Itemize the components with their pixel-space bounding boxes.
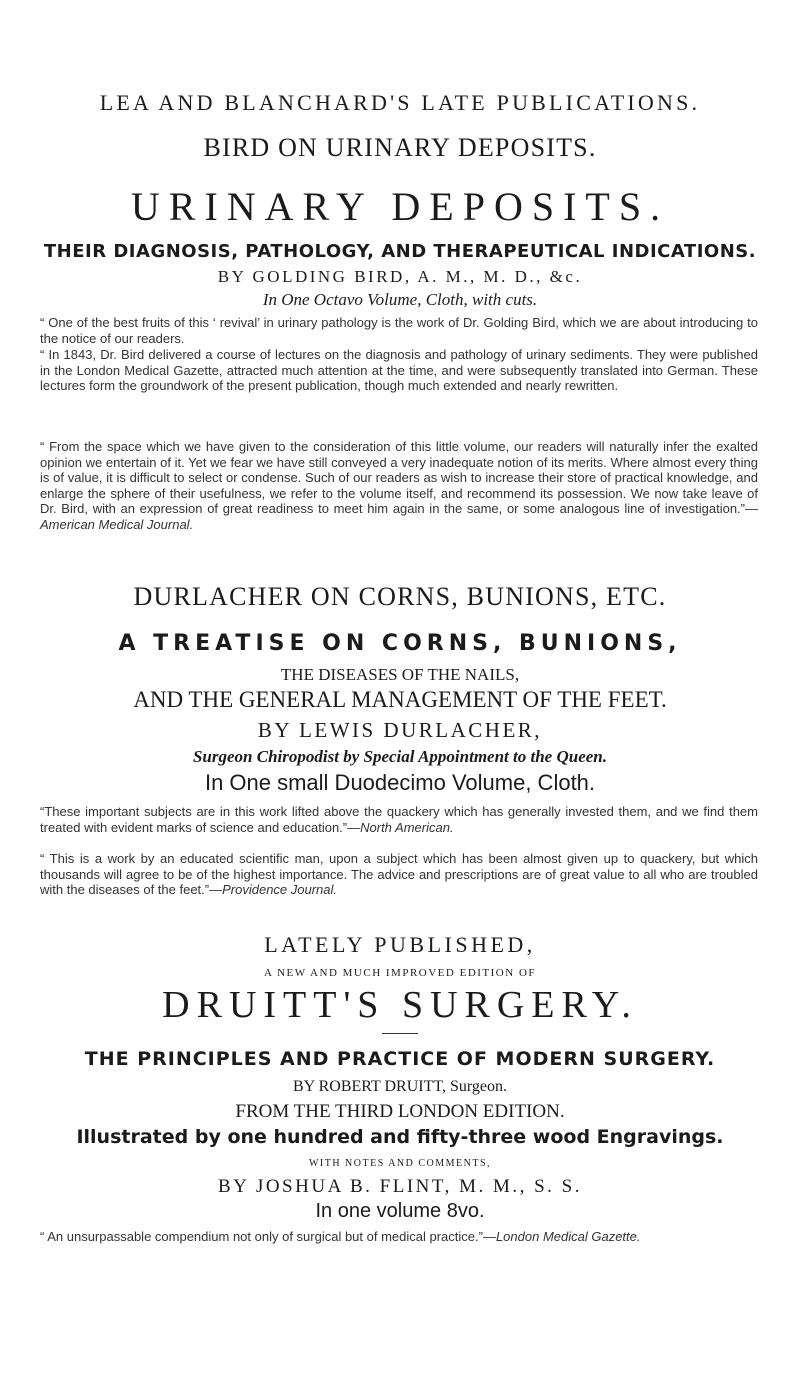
druitt-author: BY ROBERT DRUITT, Surgeon.	[292, 1078, 507, 1095]
review-text: “ In 1843, Dr. Bird delivered a course of lectures on the diagnosis and pathology of urinary sediments. They were published in the London Medical Gazette, attracted much attention at the time, and were subsequently translated into German. These lectures form the groundwork of the present publication, though much extended and nearly rewritten.	[40, 347, 758, 393]
durlacher-section-title: DURLACHER ON CORNS, BUNIONS, ETC.	[133, 582, 667, 611]
bird-section-title: BIRD ON URINARY DEPOSITS.	[203, 133, 597, 162]
review-paragraph	[40, 851, 758, 898]
druitt-lately-published: LATELY PUBLISHED,	[264, 932, 536, 957]
page-header: LEA AND BLANCHARD'S LATE PUBLICATIONS.	[99, 90, 701, 115]
bird-subtitle: THEIR DIAGNOSIS, PATHOLOGY, AND THERAPEUTICAL INDICATIONS.	[43, 241, 757, 262]
druitt-edition-note: A NEW AND MUCH IMPROVED EDITION OF	[263, 967, 537, 979]
review-text: “These important subjects are in this work lifted above the quackery which has generally invested them, and we find them treated with evident marks of science and education.”—	[40, 804, 758, 835]
druitt-notes-line: WITH NOTES AND COMMENTS,	[308, 1158, 492, 1169]
review-source: American Medical Journal.	[40, 516, 194, 532]
review-source: London Medical Gazette.	[495, 1229, 641, 1244]
review-source: North American.	[360, 819, 454, 835]
durlacher-position: Surgeon Chiropodist by Special Appointment to the Queen.	[192, 747, 608, 766]
durlacher-format: In One small Duodecimo Volume, Cloth.	[204, 770, 596, 795]
review-paragraph	[40, 439, 758, 532]
review-text: “ From the space which we have given to the consideration of this little volume, our readers will naturally infer the exalted opinion we entertain of it. Yet we fear we have still conveyed a very inadequate notion of its merits. Where almost every thing is of value, it is difficult to select or condense. Such of our readers as wish to increase their store of practical knowledge, and enlarge the sphere of their usefulness, we refer to the volume itself, and recommend its possession. We now take leave of Dr. Bird, with an expression of great readiness to meet him again in the same, or some analogous line of investigation.”—	[40, 439, 758, 516]
review-source: Providence Journal.	[222, 882, 338, 897]
durlacher-title-line1: A TREATISE ON CORNS, BUNIONS,	[118, 631, 682, 656]
druitt-editor: BY JOSHUA B. FLINT, M. M., S. S.	[218, 1176, 582, 1197]
druitt-subtitle: THE PRINCIPLES AND PRACTICE OF MODERN SURGERY.	[84, 1048, 716, 1070]
druitt-big-title: DRUITT'S SURGERY.	[162, 984, 638, 1026]
bird-big-title: URINARY DEPOSITS.	[130, 184, 670, 229]
bird-format: In One Octavo Volume, Cloth, with cuts.	[262, 290, 538, 309]
divider-rule	[382, 1033, 418, 1034]
druitt-format: In one volume 8vo.	[315, 1200, 485, 1222]
durlacher-author: BY LEWIS DURLACHER,	[257, 718, 543, 742]
review-text: “ One of the best fruits of this ‘ revival’ in urinary pathology is the work of Dr. Golding Bird, which we are about introducing to the notice of our readers.	[40, 315, 758, 346]
bird-author: BY GOLDING BIRD, A. M., M. D., &c.	[217, 267, 583, 286]
review-text: “ An unsurpassable compendium not only of surgical but of medical practice.”—	[40, 1229, 496, 1244]
review-paragraph	[40, 1229, 758, 1245]
review-text: “ This is a work by an educated scientific man, upon a subject which has been almost given up to quackery, but which thousands will agree to be of the highest importance. The advice and prescriptions are of great value to all who are troubled with the diseases of the feet.”—	[40, 851, 758, 897]
review-paragraph	[40, 804, 758, 835]
druitt-edition-from: FROM THE THIRD LONDON EDITION.	[235, 1101, 565, 1122]
durlacher-title-line2: THE DISEASES OF THE NAILS,	[280, 665, 520, 684]
review-paragraph	[40, 315, 758, 346]
druitt-illustrated: Illustrated by one hundred and fifty-three wood Engravings.	[76, 1126, 724, 1148]
review-paragraph	[40, 347, 758, 394]
durlacher-title-line3: AND THE GENERAL MANAGEMENT OF THE FEET.	[133, 687, 667, 712]
